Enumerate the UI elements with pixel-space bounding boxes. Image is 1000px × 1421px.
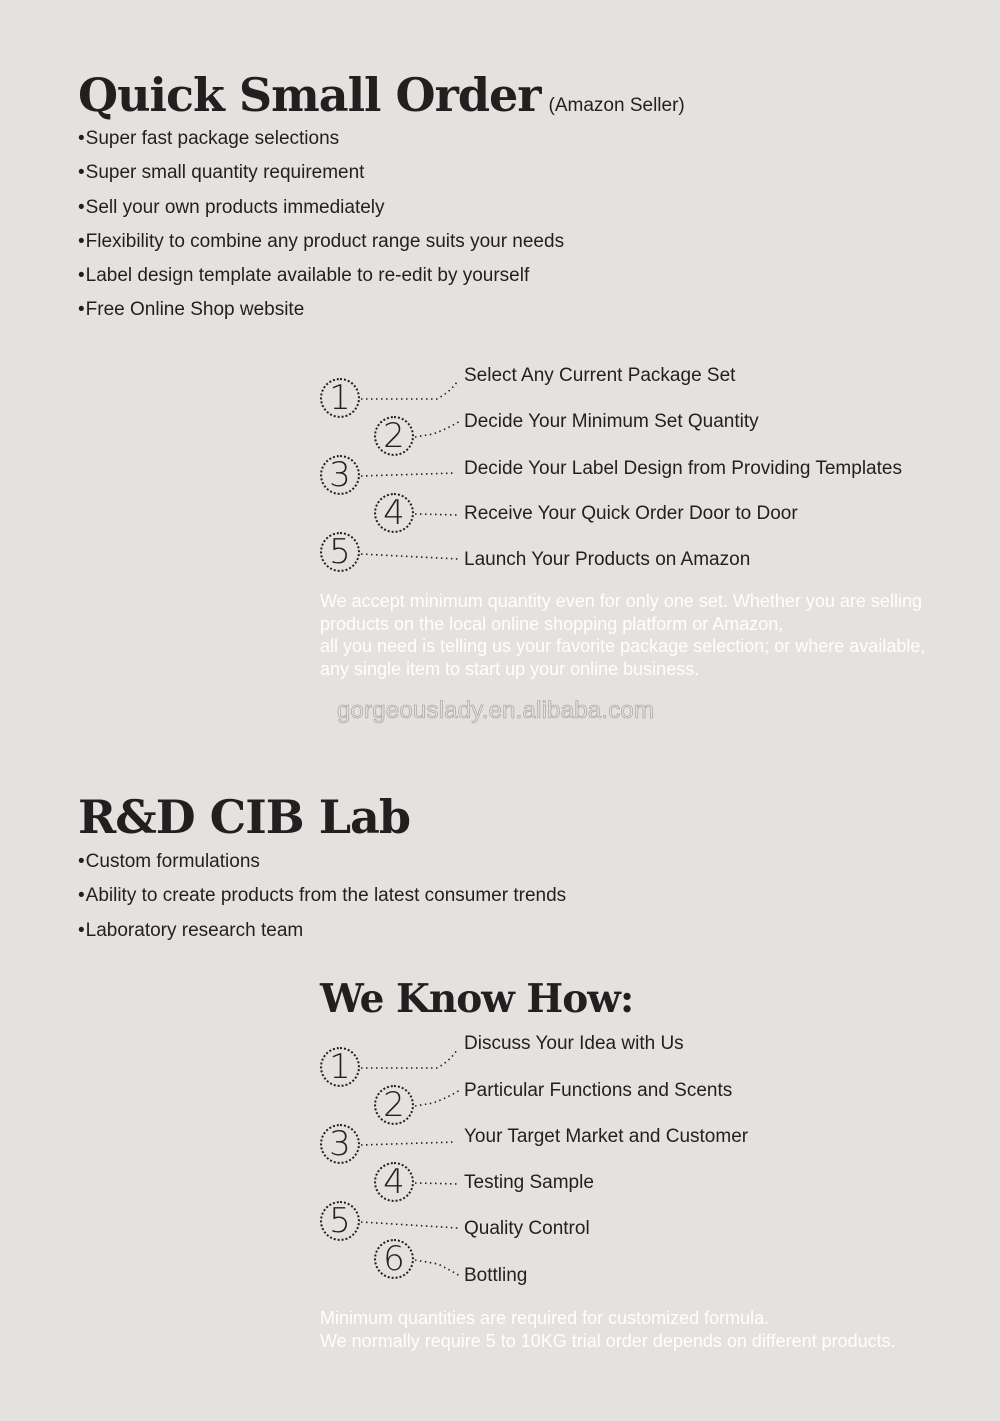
connector-1: [361, 1050, 457, 1068]
note-line: We accept minimum quantity even for only one set. Whether you are selling: [320, 591, 922, 611]
connector-2: [415, 1090, 460, 1106]
step-label-3: Your Target Market and Customer: [464, 1126, 749, 1147]
bullet-item: • Laboratory research team: [78, 919, 566, 953]
step-number-1: 1: [320, 378, 360, 418]
step-label-4: Receive Your Quick Order Door to Door: [464, 503, 798, 524]
section1-subtitle: (Amazon Seller): [548, 95, 685, 116]
section2-note: [320, 1307, 896, 1352]
connector-5: [361, 1222, 458, 1228]
step-label-3: Decide Your Label Design from Providing Templates: [464, 458, 902, 479]
bullet-item: • Flexibility to combine any product range suits your needs: [78, 230, 564, 264]
note-line: any single item to start up your online business.: [320, 658, 700, 679]
step-number-6: 6: [374, 1239, 414, 1279]
note-line: We normally require 5 to 10KG trial order depends on different products.: [320, 1330, 896, 1351]
connector-6: [415, 1260, 460, 1276]
note-line: products on the local online shopping platform or Amazon,: [320, 613, 784, 634]
note-line: all you need is telling us your favorite package selection; or where available,: [320, 636, 926, 656]
step-number-4: 4: [374, 493, 414, 533]
step-number-5: 5: [320, 1201, 360, 1241]
watermark: gorgeouslady.en.alibaba.com: [337, 697, 655, 724]
step-number-2: 2: [374, 1085, 414, 1125]
step-label-1: Select Any Current Package Set: [464, 365, 736, 386]
connector-4: [415, 1183, 460, 1184]
step-label-5: Launch Your Products on Amazon: [464, 549, 751, 570]
step-label-5: Quality Control: [464, 1218, 590, 1239]
bullet-item: • Free Online Shop website: [78, 298, 564, 332]
section2-heading: We Know How:: [320, 976, 634, 1022]
step-number-5: 5: [320, 532, 360, 572]
bullet-item: • Sell your own products immediately: [78, 196, 564, 230]
step-label-6: Bottling: [464, 1265, 528, 1286]
step-label-4: Testing Sample: [464, 1172, 594, 1193]
bullet-item: • Label design template available to re-edit by yourself: [78, 264, 564, 298]
section2-title: R&D CIB Lab: [78, 790, 411, 844]
note-line: Minimum quantities are required for customized formula.: [320, 1308, 770, 1328]
step-number-1: 1: [320, 1047, 360, 1087]
connector-3: [361, 1142, 456, 1145]
bullet-item: • Custom formulations: [78, 850, 566, 884]
step-number-3: 3: [320, 1124, 360, 1164]
section1-title: Quick Small Order (Amazon Seller): [78, 68, 685, 122]
step-number-4: 4: [374, 1162, 414, 1202]
step-label-1: Discuss Your Idea with Us: [464, 1033, 684, 1054]
step-label-2: Decide Your Minimum Set Quantity: [464, 411, 759, 432]
step-label-2: Particular Functions and Scents: [464, 1080, 733, 1101]
step-number-2: 2: [374, 416, 414, 456]
step-number-3: 3: [320, 455, 360, 495]
bullet-item: • Ability to create products from the latest consumer trends: [78, 884, 566, 918]
bullet-item: • Super small quantity requirement: [78, 161, 564, 195]
bullet-item: • Super fast package selections: [78, 127, 564, 161]
